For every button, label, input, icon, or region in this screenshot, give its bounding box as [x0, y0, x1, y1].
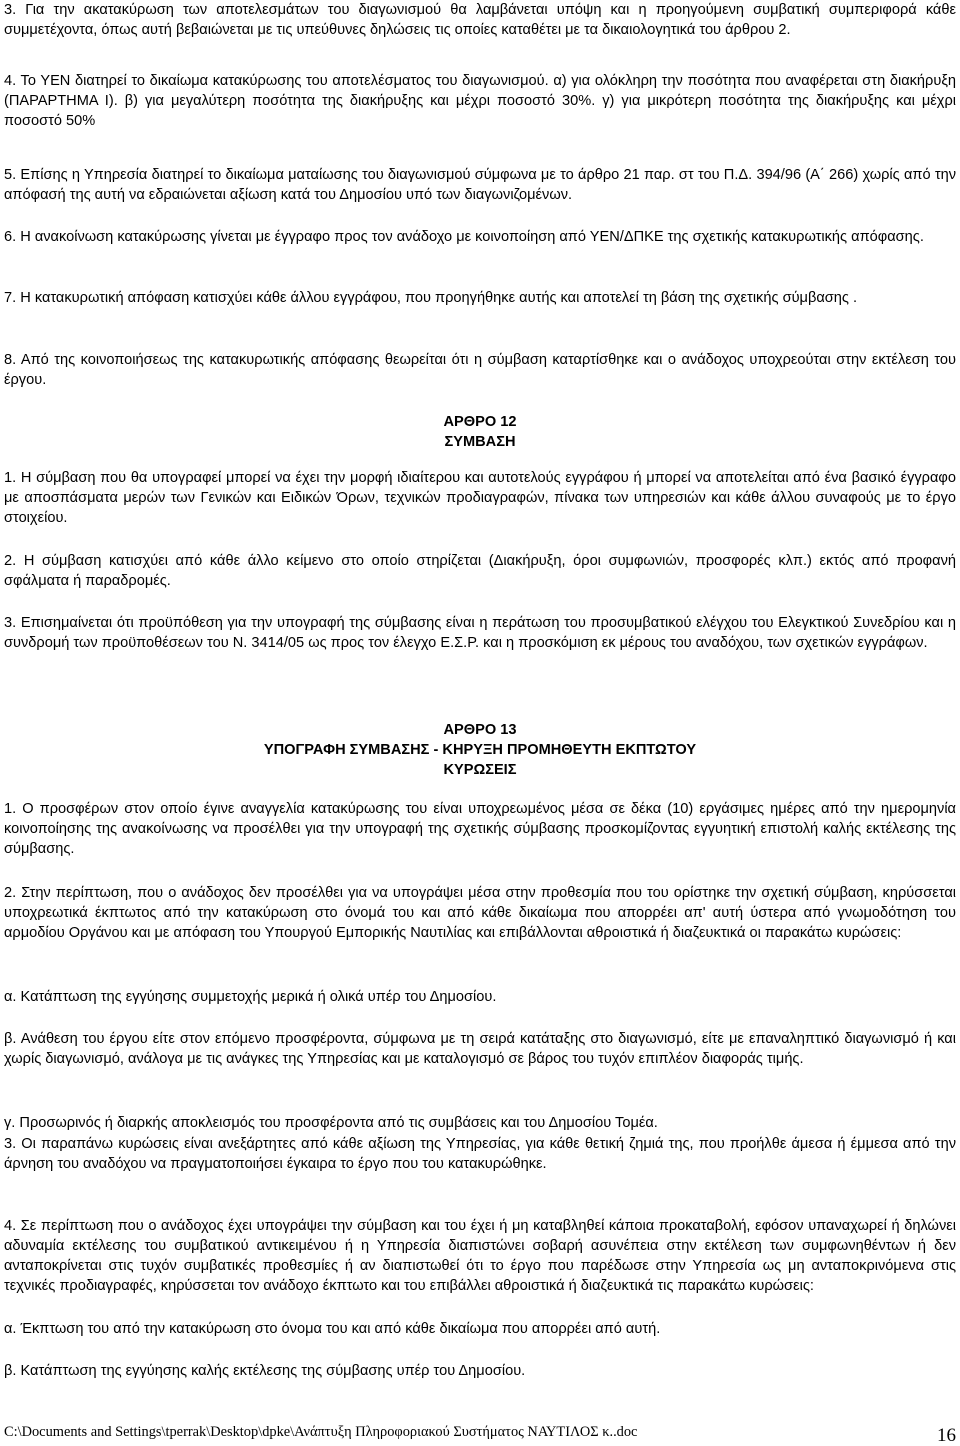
- article-12-heading: [4, 412, 956, 452]
- paragraph-7: 7. Η κατακυρωτική απόφαση κατισχύει κάθε άλλου εγγράφου, που προηγήθηκε αυτής και αποτελεί τη βάση της σχετικής σύμβασης .: [4, 290, 858, 306]
- article-13-paragraph-4: 4. Σε περίπτωση που ο ανάδοχος έχει υπογράψει την σύμβαση και του έχει ή μη καταβληθεί κάποια προκαταβολή, εφόσον υπαναχωρεί ή δηλώνει αδυναμία εκτέλεσης του συμβατικού αντικειμένου ή η Υπηρεσία διαπιστώνει σοβαρή ασυνέπεια στην εκτέλεση των συμφωνηθέντων ή δεν ανταποκρίνεται στις τυχόν συμβατικές προθεσμίες ή αν διαπιστωθεί ότι το έργο που παρέδωσε στην Υπηρεσία ως μη ανταποκρινόμενα στις τεχνικές προδιαγραφές, κηρύσσεται τον ανάδοχο έκπτωτο και του επιβάλλει αθροιστικά ή διαζευκτικά τις παρακάτω κυρώσεις:: [4, 1218, 956, 1294]
- page-footer: [4, 1423, 956, 1446]
- paragraph-4: 4. Το ΥΕΝ διατηρεί το δικαίωμα κατακύρωσης του αποτελέσματος του διαγωνισμού. α) για ολόκληρη την ποσότητα που αναφέρεται στη διακήρυξη (ΠΑΡΑΡΤΗΜΑ Ι). β) για μεγαλύτερη ποσότητα της διακήρυξης και μέχρι ποσοστό 30%. γ) για μικρότερη ποσότητα της διακήρυξης και μέχρι ποσοστό 50%: [4, 73, 956, 129]
- article-13-number: ΑΡΘΡΟ 13: [443, 722, 517, 738]
- article-13-subtitle: ΚΥΡΩΣΕΙΣ: [443, 762, 517, 778]
- article-13-item-b: β. Ανάθεση του έργου είτε στον επόμενο προσφέροντα, σύμφωνα με τη σειρά κατάταξης στο διαγωνισμό, είτε με επαναληπτικό διαγωνισμό ή και χωρίς διαγωνισμό, ανάλογα με τις ανάγκες της Υπηρεσίας και με καταλογισμό σε βάρος του τυχόν επιπλέον διαφοράς τιμής.: [4, 1031, 956, 1067]
- article-13-title: ΥΠΟΓΡΑΦΗ ΣΥΜΒΑΣΗΣ - ΚΗΡΥΞΗ ΠΡΟΜΗΘΕΥΤΗ ΕΚΠΤΩΤΟΥ: [263, 742, 697, 758]
- article-13-paragraph-1: 1. Ο προσφέρων στον οποίο έγινε αναγγελία κατακύρωσης του είναι υποχρεωμένος μέσα σε δέκα (10) εργάσιμες ημέρες από την ημερομηνία κοινοποίησης της ανακοίνωσης να προσέλθει για την υπογραφή της σχετικής σύμβασης προσκομίζοντας εγγυητική επιστολή καλής εκτέλεσης της σύμβασης.: [4, 801, 956, 857]
- article-12-number: ΑΡΘΡΟ 12: [443, 414, 517, 430]
- article-13-item-c: γ. Προσωρινός ή διαρκής αποκλεισμός του προσφέροντα από τις συμβάσεις και του Δημοσίου Τομέα.: [4, 1115, 658, 1131]
- paragraph-8: 8. Από της κοινοποιήσεως της κατακυρωτικής απόφασης θεωρείται ότι η σύμβαση καταρτίσθηκε και ο ανάδοχος υποχρεούται στην εκτέλεση του έργου.: [4, 352, 956, 388]
- article-12-paragraph-1: 1. Η σύμβαση που θα υπογραφεί μπορεί να έχει την μορφή ιδιαίτερου και αυτοτελούς εγγράφου ή μπορεί να αποτελείται από ένα βασικό έγγραφο με αποσπάσματα μερών των Γενικών και Ειδικών Όρων, τεχνικών προδιαγραφών, πίνακα των υπηρεσιών και κάθε άλλου συναφούς με το έργο στοιχείου.: [4, 470, 956, 526]
- paragraph-5: 5. Επίσης η Υπηρεσία διατηρεί το δικαίωμα ματαίωσης του διαγωνισμού σύμφωνα με το άρθρο 21 παρ. στ του Π.Δ. 394/96 (Α΄ 266) χωρίς από την απόφασή της αυτή να εδραιώνεται αξίωση κατά του Δημοσίου υπό των διαγωνιζομένων.: [4, 167, 956, 203]
- article-12-title: ΣΥΜΒΑΣΗ: [444, 434, 516, 450]
- article-13-item-b2: β. Κατάπτωση της εγγύησης καλής εκτέλεσης της σύμβασης υπέρ του Δημοσίου.: [4, 1363, 526, 1379]
- article-12-paragraph-3: 3. Επισημαίνεται ότι προϋπόθεση για την υπογραφή της σύμβασης είναι η περάτωση του προσυμβατικού ελέγχου του Ελεγκτικού Συνεδρίου και η συνδρομή των προϋποθέσεων του Ν. 3414/05 ως προς τον έλεγχο Ε.Σ.Ρ. και η προσκόμιση εκ μέρους του αναδόχου, των σχετικών εγγράφων.: [4, 615, 956, 651]
- page-number: 16: [937, 1425, 956, 1446]
- article-13-item-a2: α. Έκπτωση του από την κατακύρωση στο όνομα του και από κάθε δικαίωμα που απορρέει από αυτή.: [4, 1321, 661, 1337]
- article-13-heading: [4, 720, 956, 780]
- article-13-item-a: α. Κατάπτωση της εγγύησης συμμετοχής μερικά ή ολικά υπέρ του Δημοσίου.: [4, 989, 497, 1005]
- article-13-paragraph-3: 3. Οι παραπάνω κυρώσεις είναι ανεξάρτητες από κάθε αξίωση της Υπηρεσίας, για κάθε θετική ζημιά της, που προήλθε άμεσα ή έμμεσα από την άρνηση του αναδόχου να πραγματοποιήσει έγκαιρα το έργο που του κατακυρώθηκε.: [4, 1136, 956, 1172]
- footer-file-path: C:\Documents and Settings\tperrak\Desktop\dpke\Ανάπτυξη Πληροφοριακού Συστήματος ΝΑΥΤΙΛΟΣ κ..doc: [4, 1424, 638, 1440]
- paragraph-6: 6. Η ανακοίνωση κατακύρωσης γίνεται με έγγραφο προς τον ανάδοχο με κοινοποίηση από ΥΕΝ/ΔΠΚΕ της σχετικής κατακυρωτικής απόφασης.: [4, 229, 924, 245]
- article-13-paragraph-2: 2. Στην περίπτωση, που ο ανάδοχος δεν προσέλθει για να υπογράψει μέσα στην προθεσμία που του ορίστηκε την σχετική σύμβαση, κηρύσσεται υποχρεωτικά έκπτωτος από την κατακύρωση στο όνομά του και από κάθε δικαίωμα που απορρέει απ' αυτή ύστερα από γνωμοδότηση του αρμοδίου Οργάνου και με απόφαση του Υπουργού Εμπορικής Ναυτιλίας και επιβάλλονται αθροιστικά ή διαζευκτικά οι παρακάτω κυρώσεις:: [4, 885, 956, 941]
- article-12-paragraph-2: 2. Η σύμβαση κατισχύει από κάθε άλλο κείμενο στο οποίο στηρίζεται (Διακήρυξη, όροι συμφωνιών, προσφορές κλπ.) εκτός από προφανή σφάλματα ή παραδρομές.: [4, 553, 956, 589]
- paragraph-3: 3. Για την ακατακύρωση των αποτελεσμάτων του διαγωνισμού θα λαμβάνεται υπόψη και η προηγούμενη συμβατική συμπεριφορά κάθε συμμετέχοντα, όπως αυτή βεβαιώνεται με τις υπεύθυνες δηλώσεις τις οποίες καταθέτει με τα δικαιολογητικά του άρθρου 2.: [4, 2, 956, 38]
